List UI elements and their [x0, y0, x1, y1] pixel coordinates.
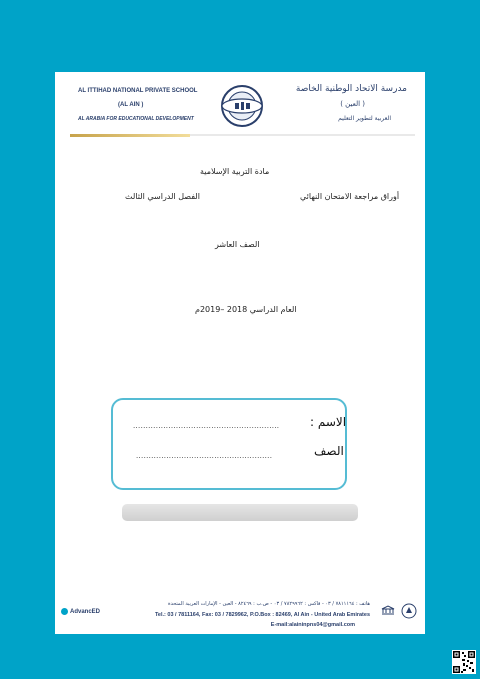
accreditation-badge-icon: [401, 603, 417, 619]
name-label: الاسم :: [310, 415, 347, 429]
advanced-logo-icon: [61, 608, 68, 615]
school-footer: [55, 600, 425, 634]
term-title: الفصل الدراسي الثالث: [125, 192, 200, 201]
header-grey-rule: [190, 134, 415, 136]
school-header: [70, 78, 415, 140]
academic-year: العام الدراسي 2018 –2019م: [195, 305, 297, 314]
header-gold-rule: [70, 134, 190, 137]
school-logo-icon: [220, 84, 264, 128]
student-info-box: [111, 398, 347, 490]
school-name-en: AL ITTIHAD NATIONAL PRIVATE SCHOOL: [78, 88, 198, 94]
grey-banner: [122, 504, 358, 521]
school-group-ar: العربية لتطوير التعليم: [338, 115, 391, 122]
advanced-accreditation: [61, 608, 100, 615]
class-label: الصف: [314, 444, 344, 458]
review-title: أوراق مراجعة الامتحان النهائي: [300, 192, 400, 201]
left-frame-band: [0, 72, 55, 607]
school-name-ar: مدرسة الاتحاد الوطنية الخاصة: [295, 84, 407, 94]
top-frame-band: [0, 0, 480, 72]
subject-title: مادة التربية الإسلامية: [200, 167, 270, 176]
grade-title: الصف العاشر: [215, 240, 260, 249]
advanced-label: AdvancED: [70, 609, 101, 616]
footer-contact-en: Tel.: 03 / 7811164, Fax: 03 / 7829962, P.O.Box : 82469, Al Ain - United Arab Emirates: [154, 612, 370, 618]
school-city-ar: ( العين ): [340, 100, 365, 108]
footer-email: E-mail:alaininpns04@gmail.com: [270, 622, 355, 628]
qr-code-icon: [452, 650, 476, 674]
right-frame-band: [425, 72, 480, 607]
school-group-en: AL ARABIA FOR EDUCATIONAL DEVELOPMENT: [78, 116, 194, 122]
school-city-en: (AL AIN ): [118, 102, 144, 108]
name-field[interactable]: ..........................................................: [133, 421, 280, 430]
unesco-icon: [381, 605, 395, 615]
footer-contact-ar: هاتف : ٧٨١١١٦٤ / ٠٣ - فاكس : ٧٨٢٩٩٦٢ / ٠٣ - ص.ب : ٨٢٤٦٩ - العين - الإمارات العربية المتحدة: [167, 601, 370, 607]
class-field[interactable]: ......................................................: [136, 451, 273, 460]
